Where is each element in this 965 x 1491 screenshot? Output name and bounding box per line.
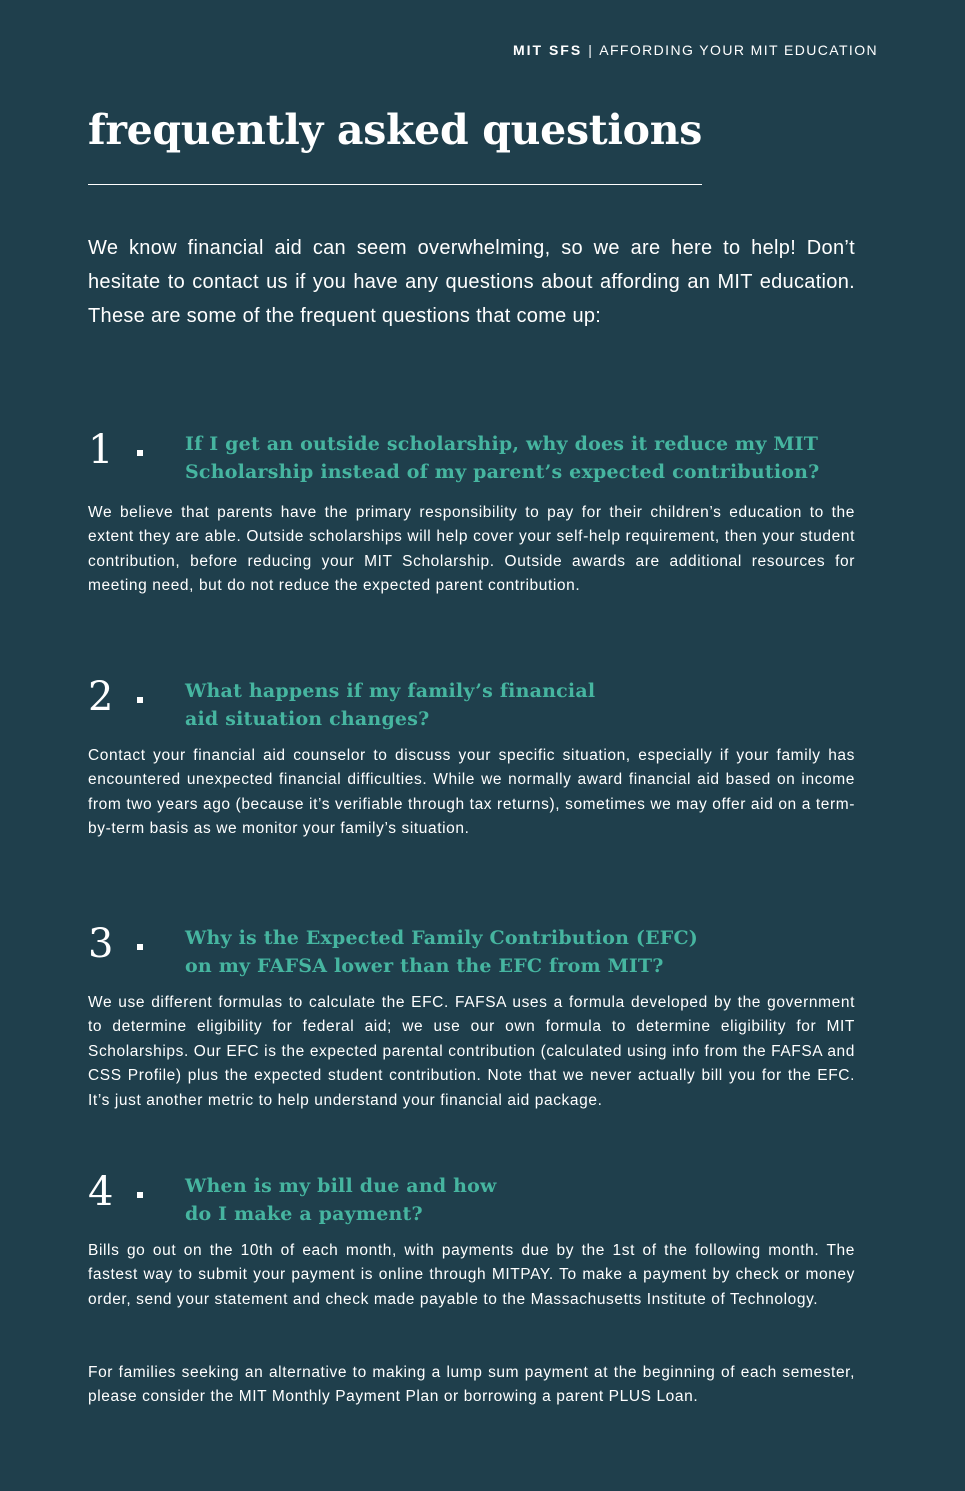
bullet-dot-icon <box>137 697 143 703</box>
faq-answer: Contact your financial aid counselor to discuss your specific situation, especially if your family has encountered unexpected financial difficulties. While we normally award financial aid based on income from two years ago (because it’s verifiable through tax returns), sometimes we may offer aid on a term-by-term basis as we monitor your family’s situation. <box>88 747 855 838</box>
faq-answer: We use different formulas to calculate the EFC. FAFSA uses a formula developed by the government to determine eligibility for federal aid; we use our own formula to determine eligibility for MIT Scholarships. Our EFC is the expected parental contribution (calculated using info from the FAFSA and CSS Profile) plus the expected student contribution. Note that we never actually bill you for the EFC. It’s just another metric to help understand your financial aid package. <box>88 994 855 1109</box>
header-brand: MIT SFS <box>512 42 583 58</box>
faq-question-line: When is my bill due and how <box>185 1175 497 1197</box>
faq-number: 1 <box>88 427 114 473</box>
page-title: frequently asked questions <box>88 106 702 154</box>
faq-answer: Bills go out on the 10th of each month, with payments due by the 1st of the following month. The fastest way to submit your payment is online through MITPAY. To make a payment by check or money order, send your statement and check made payable to the Massachusetts Institute of Technology. <box>88 1242 855 1308</box>
faq-question-line: Why is the Expected Family Contribution (EFC) <box>185 927 698 949</box>
title-divider <box>88 184 702 185</box>
faq-question-line: If I get an outside scholarship, why does it reduce my MIT <box>185 433 819 455</box>
header-separator: | <box>588 42 594 58</box>
faq-question <box>185 924 698 980</box>
faq-question <box>185 677 595 733</box>
faq-number: 4 <box>88 1169 114 1215</box>
faq-number: 3 <box>88 921 114 967</box>
faq-answer: We believe that parents have the primary responsibility to pay for their children’s education to the extent they are able. Outside scholarships will help cover your self-help requirement, then your student contribution, before reducing your MIT Scholarship. Outside awards are additional resources for meeting need, but do not reduce the expected parent contribution. <box>88 504 855 595</box>
intro-paragraph: We know financial aid can seem overwhelming, so we are here to help! Don’t hesitate to contact us if you have any questions about affording an MIT education. These are some of the frequent questions that come up: <box>88 237 855 327</box>
bullet-dot-icon <box>137 944 143 950</box>
faq-number: 2 <box>88 674 114 720</box>
faq-question-line: What happens if my family’s financial <box>185 680 596 702</box>
bullet-dot-icon <box>137 1192 143 1198</box>
faq-question-line: Scholarship instead of my parent’s expected contribution? <box>185 461 820 483</box>
faq-question-line: do I make a payment? <box>185 1203 423 1225</box>
page-header <box>513 42 878 58</box>
bullet-dot-icon <box>137 450 143 456</box>
faq-question <box>185 1172 497 1228</box>
faq-answer-continued: For families seeking an alternative to making a lump sum payment at the beginning of each semester, please consider the MIT Monthly Payment Plan or borrowing a parent PLUS Loan. <box>88 1364 855 1406</box>
header-section: AFFORDING YOUR MIT EDUCATION <box>599 42 878 58</box>
faq-question <box>185 430 819 486</box>
faq-question-line: on my FAFSA lower than the EFC from MIT? <box>185 955 664 977</box>
faq-question-line: aid situation changes? <box>185 708 430 730</box>
